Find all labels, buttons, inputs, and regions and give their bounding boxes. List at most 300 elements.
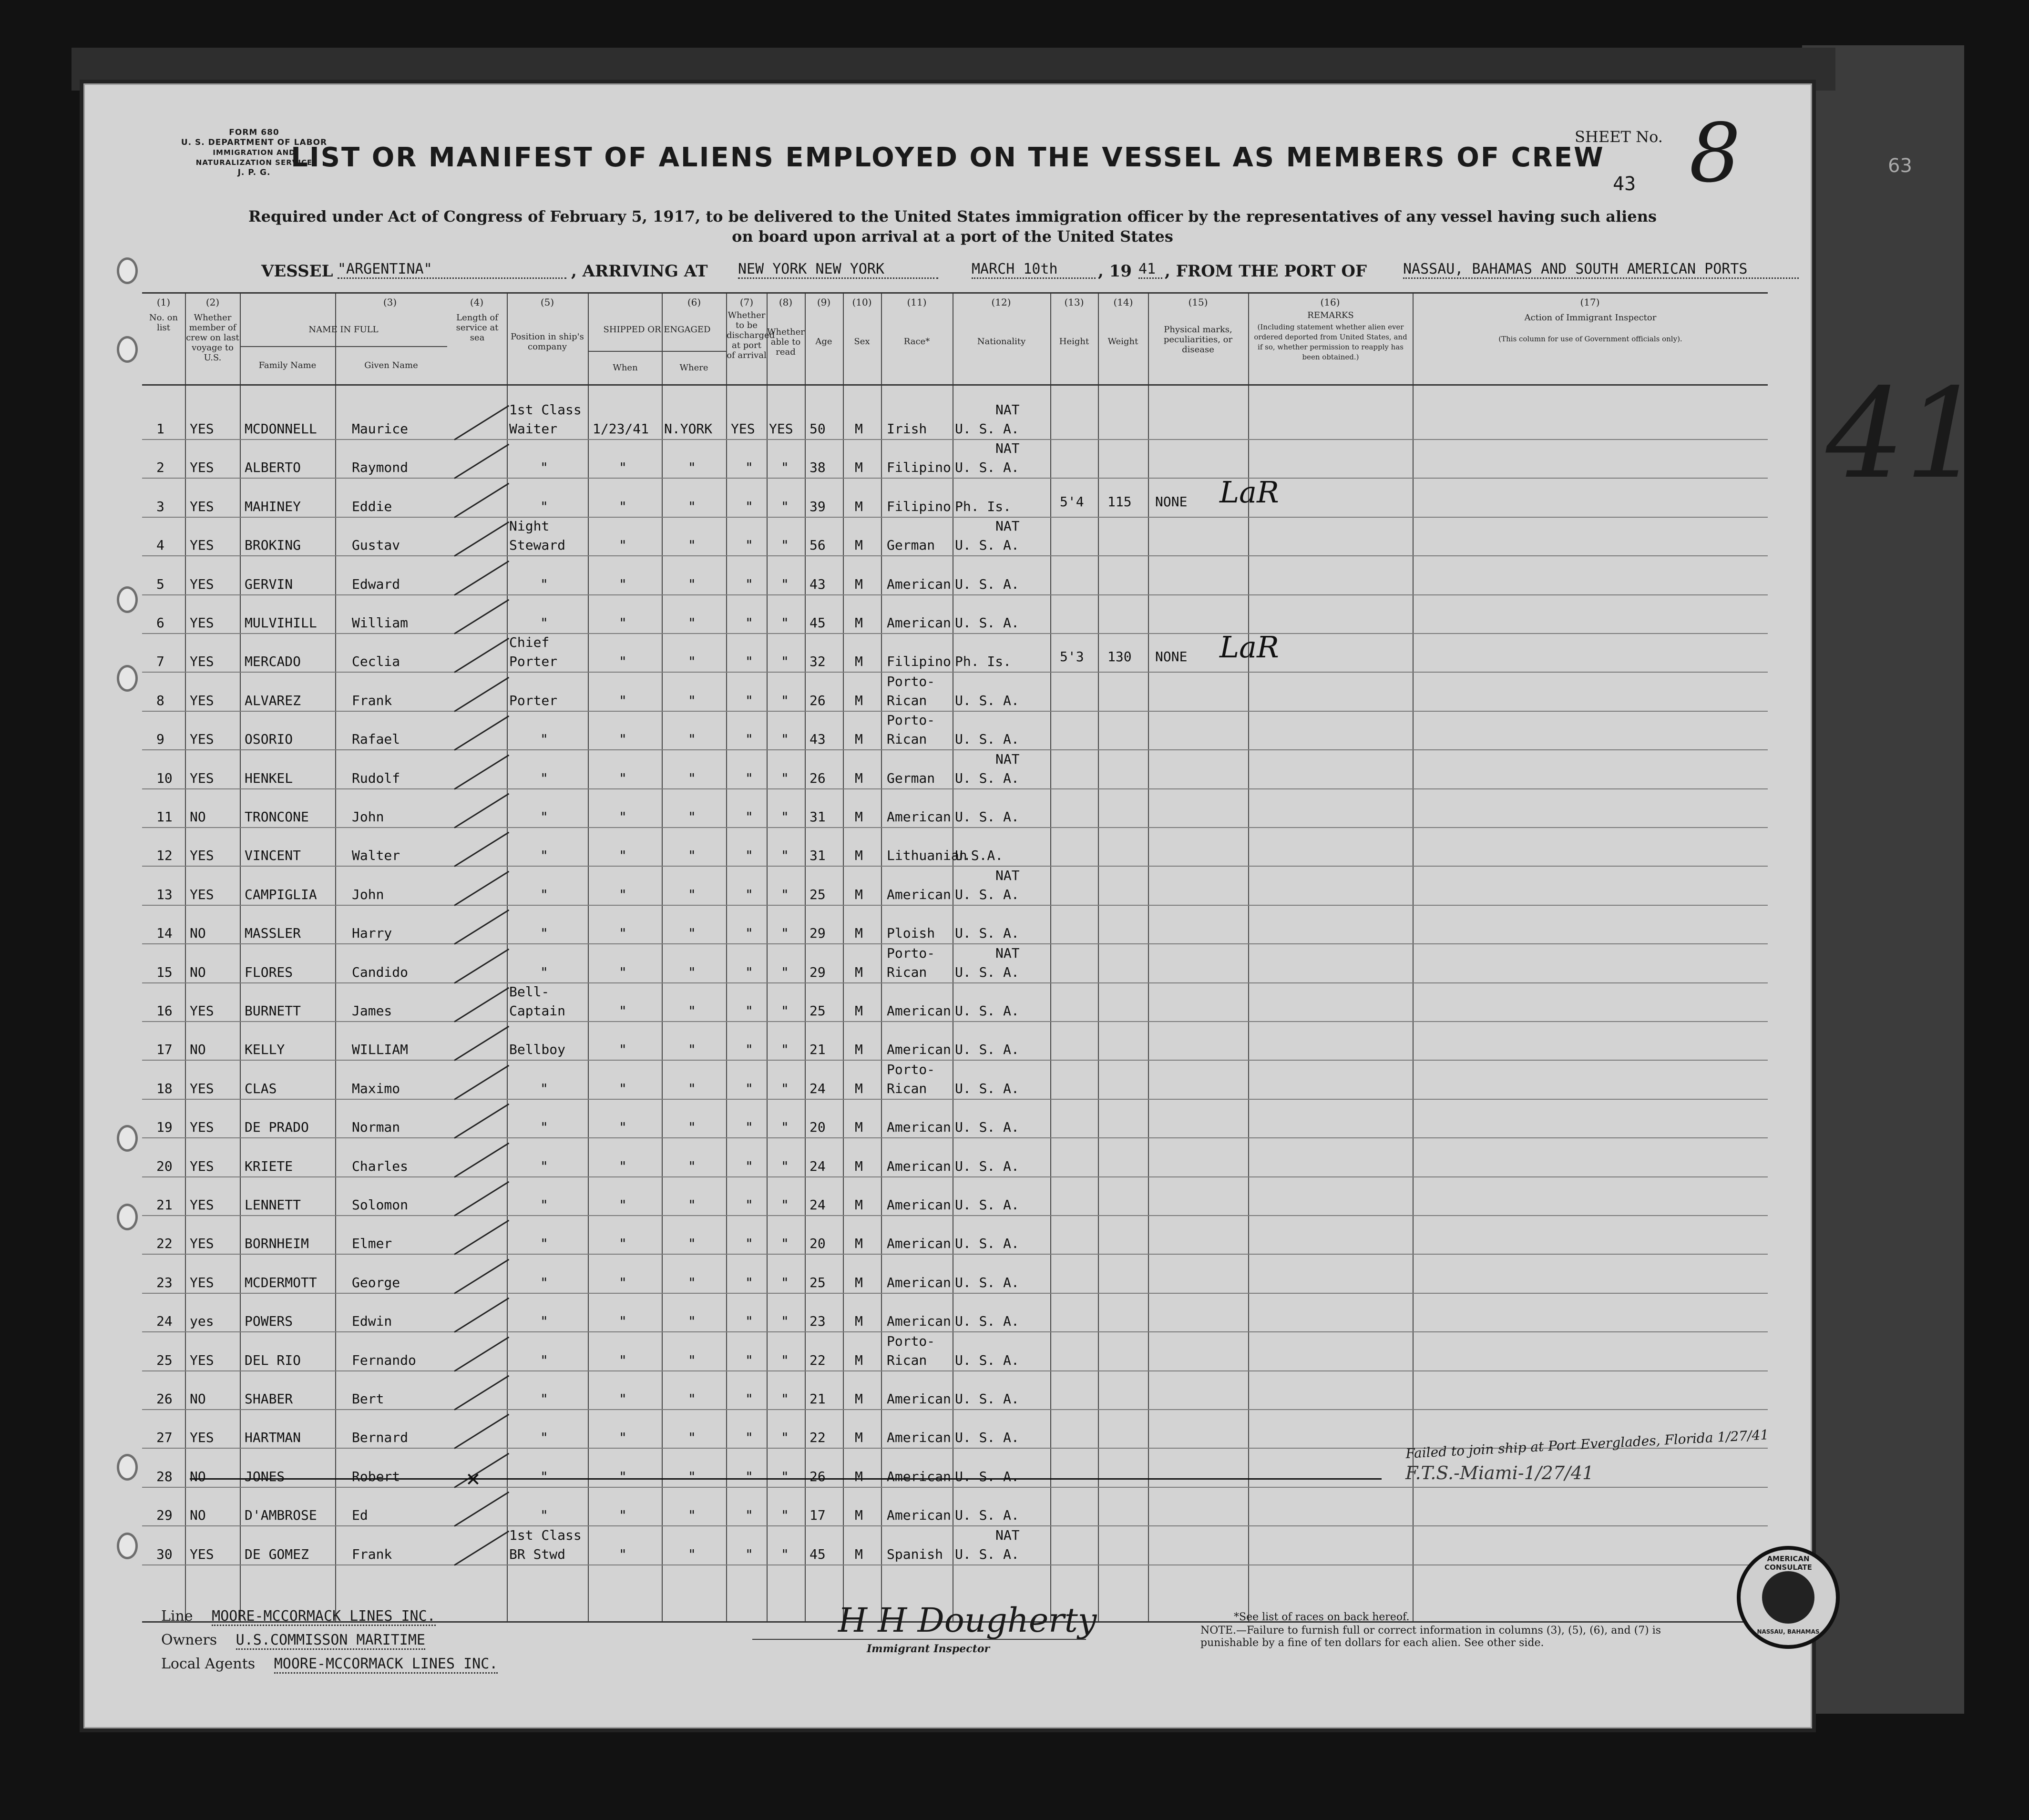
service-checkmark: [454, 560, 509, 595]
row-rule: [142, 1021, 1768, 1022]
service-checkmark: [454, 1375, 509, 1411]
sex: M: [855, 809, 863, 825]
header-remarks-detail: (Including statement whether alien ever ordered deported from United States, and if so, whether permission to reapply has been obtained.): [1254, 323, 1407, 361]
header-remarks: REMARKS: [1307, 310, 1354, 320]
prev-voyage: YES: [190, 1352, 214, 1368]
header-race: Race*: [903, 337, 930, 347]
row-rule: [142, 1137, 1768, 1138]
discharged: ": [745, 1430, 753, 1446]
able-to-read: ": [781, 654, 789, 670]
position: Bell-: [509, 984, 550, 1000]
prev-voyage: YES: [190, 615, 214, 631]
race: Porto-: [887, 1333, 935, 1349]
race: German: [887, 770, 935, 786]
prev-voyage: YES: [190, 1274, 214, 1290]
able-to-read: ": [781, 1197, 789, 1213]
shipped-when: ": [619, 1430, 627, 1446]
position: ": [540, 1158, 548, 1174]
shipped-where: ": [688, 498, 696, 514]
race-note: *See list of races on back hereof.: [1234, 1611, 1410, 1623]
family-name: MCDONNELL: [245, 421, 317, 437]
nationality: U. S. A.: [955, 1080, 1019, 1096]
family-name: TRONCONE: [245, 809, 309, 825]
sex: M: [855, 964, 863, 980]
family-name: CLAS: [245, 1080, 277, 1096]
age: 25: [810, 1003, 826, 1019]
shipped-when: ": [619, 809, 627, 825]
able-to-read: ": [781, 1119, 789, 1135]
column-number: (12): [991, 297, 1011, 308]
inspector-line: [752, 1639, 1086, 1640]
able-to-read: ": [781, 1042, 789, 1058]
line-row: [161, 1608, 436, 1625]
service-checkmark: [454, 405, 509, 440]
sex: M: [855, 1119, 863, 1135]
race: American: [887, 576, 951, 592]
race: American: [887, 1119, 951, 1135]
row-rule: [142, 1370, 1768, 1371]
service: IMMIGRATION AND NATURALIZATION SERVICE: [195, 148, 313, 167]
shipped-where: ": [688, 576, 696, 592]
row-rule: [142, 943, 1768, 944]
prev-voyage: YES: [190, 1430, 214, 1446]
shipped-where: ": [688, 1003, 696, 1019]
age: 20: [810, 1119, 826, 1135]
nationality: U. S. A.: [955, 460, 1019, 476]
race: American: [887, 1236, 951, 1252]
shipped-where: ": [688, 1080, 696, 1096]
family-name: DE PRADO: [245, 1119, 309, 1135]
shipped-when: ": [619, 1003, 627, 1019]
row-rule: [142, 594, 1768, 595]
agents-label: Local Agents: [161, 1656, 256, 1672]
given-name: Maurice: [352, 421, 409, 437]
family-name: BROKING: [245, 537, 301, 553]
column-divider: [662, 294, 663, 1621]
family-name: BORNHEIM: [245, 1236, 309, 1252]
race: Spanish: [887, 1546, 943, 1562]
form-code: J. P. G.: [237, 168, 271, 177]
list-number: 10: [156, 770, 173, 786]
column-number: (6): [687, 297, 701, 308]
prev-voyage: YES: [190, 498, 214, 514]
list-number: 29: [156, 1507, 173, 1523]
family-name: KRIETE: [245, 1158, 293, 1174]
race: German: [887, 537, 935, 553]
discharged: ": [745, 1391, 753, 1407]
header-service-length: Length of service at sea: [456, 313, 499, 343]
discharged: ": [745, 1352, 753, 1368]
family-name: MERCADO: [245, 654, 301, 670]
service-checkmark: [454, 521, 509, 557]
column-divider: [507, 294, 508, 1621]
position: ": [540, 770, 548, 786]
family-name: ALVAREZ: [245, 692, 301, 708]
shipped-where: ": [688, 1158, 696, 1174]
position: ": [540, 576, 548, 592]
able-to-read: ": [781, 731, 789, 747]
row28-note: Failed to join ship at Port Everglades, Florida 1/27/41: [1405, 1427, 1769, 1462]
given-name: Rafael: [352, 731, 400, 747]
prev-voyage: YES: [190, 770, 214, 786]
header-prev-voyage: Whether member of crew on last voyage to U.S.: [186, 313, 239, 363]
column-number: (17): [1580, 297, 1600, 308]
list-number: 28: [156, 1468, 173, 1484]
sex: M: [855, 886, 863, 902]
header-sex: Sex: [854, 337, 870, 347]
list-number: 17: [156, 1042, 173, 1058]
column-divider: [1098, 294, 1099, 1621]
column-divider: [335, 351, 336, 1621]
shipped-where: ": [688, 537, 696, 553]
able-to-read: ": [781, 460, 789, 476]
weight: 130: [1107, 649, 1132, 665]
age: 29: [810, 964, 826, 980]
given-name: Eddie: [352, 498, 392, 514]
discharged: ": [745, 1042, 753, 1058]
shipped-where: ": [688, 1042, 696, 1058]
column-number: (2): [205, 297, 220, 308]
age: 21: [810, 1391, 826, 1407]
row-rule: [142, 788, 1768, 789]
list-number: 4: [156, 537, 164, 553]
age: 39: [810, 498, 826, 514]
sex: M: [855, 1080, 863, 1096]
position: ": [540, 1313, 548, 1329]
shipped-where: ": [688, 1352, 696, 1368]
position: Porter: [509, 654, 558, 670]
row-rule: [142, 1331, 1768, 1332]
row-rule: [142, 905, 1768, 906]
nationality: U. S. A.: [955, 886, 1019, 902]
sex: M: [855, 1430, 863, 1446]
sex: M: [855, 615, 863, 631]
given-name: Rudolf: [352, 770, 400, 786]
service-checkmark: [454, 987, 509, 1022]
position: Chief: [509, 634, 550, 651]
position: ": [540, 964, 548, 980]
position: Porter: [509, 692, 558, 708]
shipped-when: ": [619, 1197, 627, 1213]
punch-hole: [117, 586, 138, 613]
shipped-where: ": [688, 1391, 696, 1407]
shipped-when: ": [619, 1391, 627, 1407]
column-divider: [1413, 294, 1414, 1621]
nationality: NAT: [995, 867, 1020, 883]
service-checkmark: [454, 1336, 509, 1371]
row-rule: [142, 1060, 1768, 1061]
family-name: MCDERMOTT: [245, 1274, 317, 1290]
prev-voyage: NO: [190, 1042, 206, 1058]
row-rule: [142, 827, 1768, 828]
list-number: 1: [156, 421, 164, 437]
nationality: NAT: [995, 440, 1020, 457]
nationality: U. S. A.: [955, 1197, 1019, 1213]
race: Porto-: [887, 673, 935, 689]
nationality: U.S.A.: [955, 848, 1004, 864]
position: ": [540, 1119, 548, 1135]
row-rule: [142, 1409, 1768, 1410]
sex: M: [855, 1352, 863, 1368]
row-rule: [142, 711, 1768, 712]
sex: M: [855, 576, 863, 592]
service-checkmark: [454, 1530, 509, 1565]
row-rule: [142, 1487, 1768, 1488]
discharged: ": [745, 964, 753, 980]
age: 43: [810, 731, 826, 747]
prev-voyage: NO: [190, 1468, 206, 1484]
sex: M: [855, 537, 863, 553]
owners-row: [161, 1632, 425, 1648]
agents-value: MOORE-MCCORMACK LINES INC.: [274, 1656, 498, 1674]
position: ": [540, 731, 548, 747]
family-name: DE GOMEZ: [245, 1546, 309, 1562]
column-divider: [881, 294, 882, 1621]
family-name: MULVIHILL: [245, 615, 317, 631]
shipped-where: ": [688, 1197, 696, 1213]
sex: M: [855, 1042, 863, 1058]
discharged: ": [745, 1313, 753, 1329]
header-family-name: Family Name: [258, 360, 317, 370]
prev-voyage: YES: [190, 692, 214, 708]
discharged: ": [745, 615, 753, 631]
discharged: ": [745, 1274, 753, 1290]
age: 50: [810, 421, 826, 437]
discharged: ": [745, 654, 753, 670]
shipped-where: ": [688, 964, 696, 980]
position: ": [540, 1352, 548, 1368]
row-rule: [142, 633, 1768, 634]
physical-marks: NONE: [1155, 493, 1188, 510]
subheader-rule: [240, 346, 447, 347]
punch-hole: [117, 336, 138, 363]
shipped-where: ": [688, 1430, 696, 1446]
inspector-signature: H H Dougherty: [838, 1601, 1097, 1640]
age: 24: [810, 1158, 826, 1174]
age: 32: [810, 654, 826, 670]
form-number: FORM 680: [229, 128, 279, 137]
discharged: ": [745, 537, 753, 553]
column-number: (5): [540, 297, 554, 308]
service-checkmark: [454, 1258, 509, 1294]
sex: M: [855, 1313, 863, 1329]
shipped-where: ": [688, 770, 696, 786]
service-checkmark: [454, 832, 509, 867]
vessel-line: [261, 259, 1801, 284]
service-checkmark: [454, 1452, 509, 1488]
column-divider: [1148, 294, 1149, 1621]
age: 22: [810, 1352, 826, 1368]
arrival-date: MARCH 10th: [972, 261, 1096, 279]
position: ": [540, 498, 548, 514]
nationality: Ph. Is.: [955, 654, 1012, 670]
list-number: 6: [156, 615, 164, 631]
position: ": [540, 1197, 548, 1213]
position: ": [540, 925, 548, 941]
list-number: 8: [156, 692, 164, 708]
punch-hole: [117, 1454, 138, 1481]
service-checkmark: [454, 793, 509, 828]
position: ": [540, 1274, 548, 1290]
discharged: ": [745, 1468, 753, 1484]
header-list-no: No. on list: [149, 313, 178, 333]
nationality: U. S. A.: [955, 692, 1019, 708]
prev-voyage: YES: [190, 1003, 214, 1019]
row-rule: [142, 1254, 1768, 1255]
race: Rican: [887, 1080, 927, 1096]
sex: M: [855, 1507, 863, 1523]
nationality: U. S. A.: [955, 964, 1019, 980]
able-to-read: ": [781, 1274, 789, 1290]
column-divider: [726, 294, 727, 1621]
family-name: HARTMAN: [245, 1430, 301, 1446]
age: 31: [810, 848, 826, 864]
header-given-name: Given Name: [364, 360, 418, 370]
consulate-seal: [1737, 1546, 1840, 1649]
column-divider: [1050, 294, 1051, 1621]
list-number: 20: [156, 1158, 173, 1174]
nationality: U. S. A.: [955, 1468, 1019, 1484]
shipped-when: ": [619, 848, 627, 864]
race: American: [887, 1430, 951, 1446]
given-name: Solomon: [352, 1197, 409, 1213]
given-name: John: [352, 886, 384, 902]
given-name: John: [352, 809, 384, 825]
height: 5'4: [1060, 493, 1084, 510]
manifest-table: [142, 292, 1768, 1623]
prev-voyage: YES: [190, 537, 214, 553]
nationality: NAT: [995, 402, 1020, 418]
position: ": [540, 615, 548, 631]
able-to-read: ": [781, 1352, 789, 1368]
department: U. S. DEPARTMENT OF LABOR: [181, 138, 328, 147]
service-checkmark: [454, 754, 509, 789]
row-rule: [142, 982, 1768, 983]
sex: M: [855, 848, 863, 864]
family-name: JONES: [245, 1468, 285, 1484]
sheet-label: SHEET No.: [1575, 128, 1663, 146]
given-name: Bert: [352, 1391, 384, 1407]
prev-voyage: YES: [190, 1080, 214, 1096]
able-to-read: ": [781, 498, 789, 514]
service-checkmark: [454, 910, 509, 945]
shipped-when: ": [619, 460, 627, 476]
position: ": [540, 886, 548, 902]
service-checkmark: [454, 1181, 509, 1217]
prev-voyage: YES: [190, 1197, 214, 1213]
nationality: U. S. A.: [955, 925, 1019, 941]
shipped-when: ": [619, 964, 627, 980]
race: Ploish: [887, 925, 935, 941]
shipped-when: ": [619, 654, 627, 670]
sex: M: [855, 1546, 863, 1562]
from-label: , FROM THE PORT OF: [1165, 262, 1367, 281]
position: Night: [509, 518, 550, 534]
sex: M: [855, 1468, 863, 1484]
able-to-read: ": [781, 770, 789, 786]
age: 22: [810, 1430, 826, 1446]
prev-voyage: YES: [190, 421, 214, 437]
list-number: 16: [156, 1003, 173, 1019]
list-number: 24: [156, 1313, 173, 1329]
position: BR Stwd: [509, 1546, 566, 1562]
position: ": [540, 1391, 548, 1407]
family-name: FLORES: [245, 964, 293, 980]
prev-voyage: YES: [190, 848, 214, 864]
column-number: (7): [739, 297, 754, 308]
position: ": [540, 1080, 548, 1096]
arriving-port: NEW YORK NEW YORK: [738, 261, 938, 279]
column-number: (13): [1064, 297, 1084, 308]
prev-voyage: YES: [190, 1236, 214, 1252]
nationality: U. S. A.: [955, 615, 1019, 631]
row-rule: [142, 1099, 1768, 1100]
service-checkmark: [454, 1026, 509, 1061]
able-to-read: YES: [769, 421, 793, 437]
column-number: (4): [470, 297, 484, 308]
given-name: Ceclia: [352, 654, 400, 670]
sex: M: [855, 770, 863, 786]
column-number: (8): [779, 297, 793, 308]
nationality: U. S. A.: [955, 537, 1019, 553]
given-name: Elmer: [352, 1236, 392, 1252]
header-nationality: Nationality: [977, 337, 1026, 347]
nationality: U. S. A.: [955, 421, 1019, 437]
race: American: [887, 1468, 951, 1484]
sex: M: [855, 925, 863, 941]
position: ": [540, 1468, 548, 1484]
able-to-read: ": [781, 1080, 789, 1096]
race: Lithuanian: [887, 848, 967, 864]
list-number: 19: [156, 1119, 173, 1135]
service-checkmark: [454, 444, 509, 479]
family-name: POWERS: [245, 1313, 293, 1329]
sex: M: [855, 1003, 863, 1019]
prev-voyage: YES: [190, 1119, 214, 1135]
punch-hole: [117, 1204, 138, 1230]
list-number: 11: [156, 809, 173, 825]
shipped-when: ": [619, 1468, 627, 1484]
race: American: [887, 1274, 951, 1290]
page-title: LIST OR MANIFEST OF ALIENS EMPLOYED ON THE VESSEL AS MEMBERS OF CREW: [291, 142, 1605, 173]
eagle-emblem-icon: [1762, 1571, 1814, 1624]
nationality: U. S. A.: [955, 576, 1019, 592]
prev-voyage: YES: [190, 576, 214, 592]
column-divider: [767, 294, 768, 1621]
back-sheet-right: [1802, 45, 1964, 1714]
row-rule: [142, 1564, 1768, 1565]
able-to-read: ": [781, 1546, 789, 1562]
shipped-where: ": [688, 1313, 696, 1329]
weight: 115: [1107, 493, 1132, 510]
header-when: When: [613, 363, 638, 373]
service-checkmark: [454, 1220, 509, 1255]
shipped-where: N.YORK: [664, 421, 713, 437]
family-name: OSORIO: [245, 731, 293, 747]
nationality: U. S. A.: [955, 1313, 1019, 1329]
able-to-read: ": [781, 1391, 789, 1407]
given-name: Gustav: [352, 537, 400, 553]
sex: M: [855, 1391, 863, 1407]
discharged: ": [745, 1197, 753, 1213]
age: 17: [810, 1507, 826, 1523]
nationality: U. S. A.: [955, 1391, 1019, 1407]
nationality: U. S. A.: [955, 770, 1019, 786]
given-name: Frank: [352, 692, 392, 708]
column-number: (1): [156, 297, 171, 308]
column-number: (9): [817, 297, 831, 308]
nationality: NAT: [995, 1527, 1020, 1543]
